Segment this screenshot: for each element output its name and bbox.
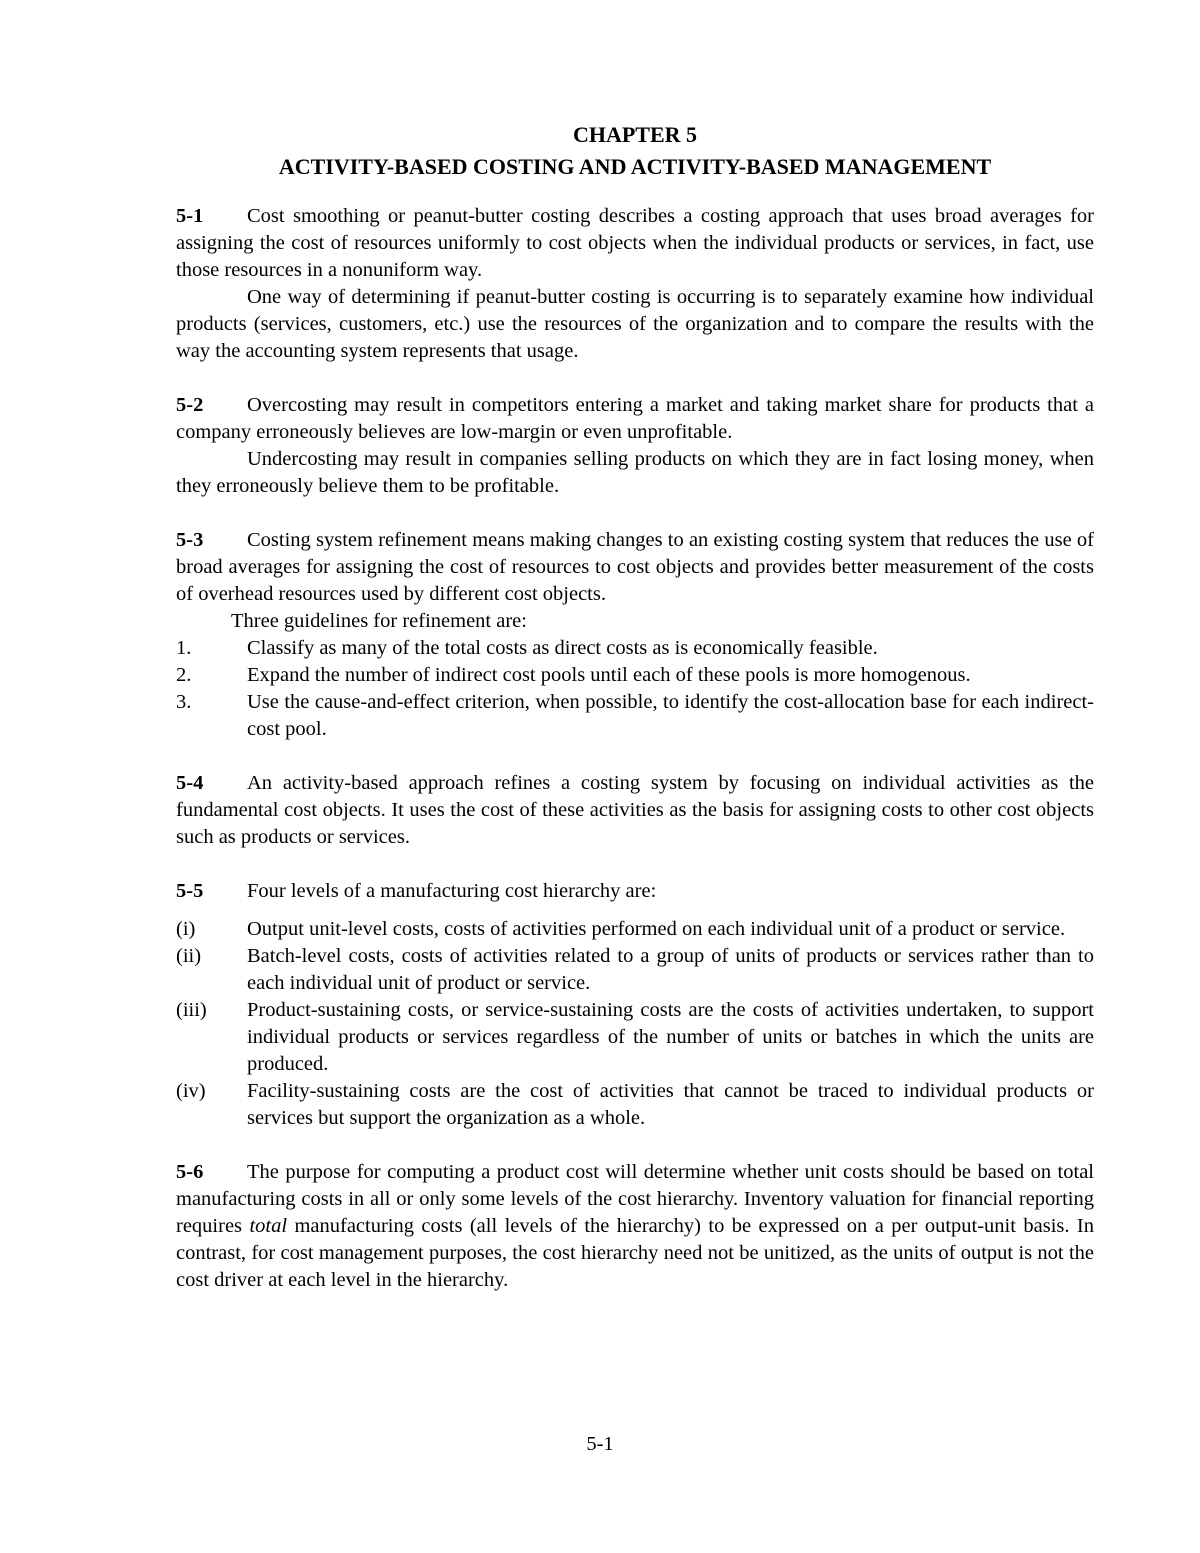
section-5-5 — [176, 878, 1094, 1132]
guidelines-intro: Three guidelines for refinement are: — [231, 610, 527, 632]
section-5-1 — [176, 203, 1094, 365]
list-item — [176, 635, 1094, 662]
list-text: Batch-level costs, costs of activities related to a group of units of products or services rather than to each individual unit of product or service. — [247, 945, 1094, 994]
list-marker: 2. — [176, 664, 192, 686]
list-marker: 3. — [176, 691, 192, 713]
section-5-5-paragraph-1 — [176, 878, 1094, 905]
list-item — [176, 916, 1094, 943]
section-5-3 — [176, 527, 1094, 743]
paragraph-text: An activity-based approach refines a costing system by focusing on individual activities as the fundamental cost objects. It uses the cost of these activities as the basis for assigning costs to other cost objects such as products or services. — [176, 772, 1094, 848]
page-number: 5-1 — [586, 1433, 614, 1455]
list-marker: 1. — [176, 637, 192, 659]
list-marker: (iv) — [176, 1080, 206, 1102]
section-number: 5-6 — [176, 1161, 204, 1183]
list-item — [176, 1078, 1094, 1132]
list-text: Facility-sustaining costs are the cost of activities that cannot be traced to individual products or services but support the organization as a whole. — [247, 1080, 1094, 1129]
section-number: 5-4 — [176, 772, 204, 794]
chapter-title: ACTIVITY-BASED COSTING AND ACTIVITY-BASED MANAGEMENT — [278, 154, 992, 179]
list-text: Use the cause-and-effect criterion, when possible, to identify the cost-allocation base for each indirect-cost pool. — [247, 691, 1094, 740]
paragraph-text-before: The purpose for computing a product cost will determine whether unit costs should be based on total manufacturing costs in all or only some levels of the cost hierarchy. Inventory valuation for financial reporting requires — [176, 1161, 1094, 1237]
list-text: Classify as many of the total costs as direct costs as is economically feasible. — [247, 637, 878, 659]
section-number: 5-3 — [176, 529, 204, 551]
list-marker: (iii) — [176, 999, 207, 1021]
section-5-2-paragraph-2: Undercosting may result in companies selling products on which they are in fact losing money, when they erroneously believe them to be profitable. — [176, 448, 1094, 497]
section-number: 5-1 — [176, 205, 204, 227]
list-item — [176, 943, 1094, 997]
chapter-heading: CHAPTER 5 — [572, 122, 698, 147]
paragraph-text: Cost smoothing or peanut-butter costing describes a costing approach that uses broad averages for assigning the cost of resources uniformly to cost objects when the individual products or services, in fact, use those resources in a nonuniform way. — [176, 205, 1094, 281]
document-page — [176, 118, 1094, 1294]
list-item — [176, 689, 1094, 743]
section-5-6-paragraph-1 — [176, 1159, 1094, 1294]
list-marker: (ii) — [176, 945, 202, 967]
list-item — [176, 997, 1094, 1078]
list-text: Expand the number of indirect cost pools until each of these pools is more homogenous. — [247, 664, 971, 686]
section-5-2 — [176, 392, 1094, 500]
emphasis-text: total — [249, 1215, 288, 1237]
section-5-1-paragraph-2: One way of determining if peanut-butter costing is occurring is to separately examine how individual products (services, customers, etc.) use the resources of the organization and to compare the results with the way the accounting system represents that usage. — [176, 286, 1094, 362]
section-5-4 — [176, 770, 1094, 851]
paragraph-text-after: manufacturing costs (all levels of the hierarchy) to be expressed on a per output-unit basis. In contrast, for cost management purposes, the cost hierarchy need not be unitized, as the units of output is not the cost driver at each level in the hierarchy. — [176, 1215, 1094, 1291]
paragraph-text: Costing system refinement means making changes to an existing costing system that reduces the use of broad averages for assigning the cost of resources to cost objects and provides better measurement of the costs of overhead resources used by different cost objects. — [176, 529, 1094, 605]
list-text: Output unit-level costs, costs of activities performed on each individual unit of a product or service. — [247, 918, 1066, 940]
paragraph-text: Four levels of a manufacturing cost hierarchy are: — [247, 880, 657, 902]
section-5-4-paragraph-1 — [176, 770, 1094, 851]
list-text: Product-sustaining costs, or service-sustaining costs are the costs of activities undertaken, to support individual products or services regardless of the number of units or batches in which the units are produced. — [247, 999, 1094, 1075]
paragraph-text: Overcosting may result in competitors entering a market and taking market share for products that a company erroneously believes are low-margin or even unprofitable. — [176, 394, 1094, 443]
section-5-3-paragraph-1 — [176, 527, 1094, 608]
section-number: 5-5 — [176, 880, 204, 902]
section-5-6 — [176, 1159, 1094, 1294]
section-5-1-paragraph-1 — [176, 203, 1094, 284]
list-item — [176, 662, 1094, 689]
section-number: 5-2 — [176, 394, 204, 416]
list-marker: (i) — [176, 918, 196, 940]
section-5-2-paragraph-1 — [176, 392, 1094, 446]
